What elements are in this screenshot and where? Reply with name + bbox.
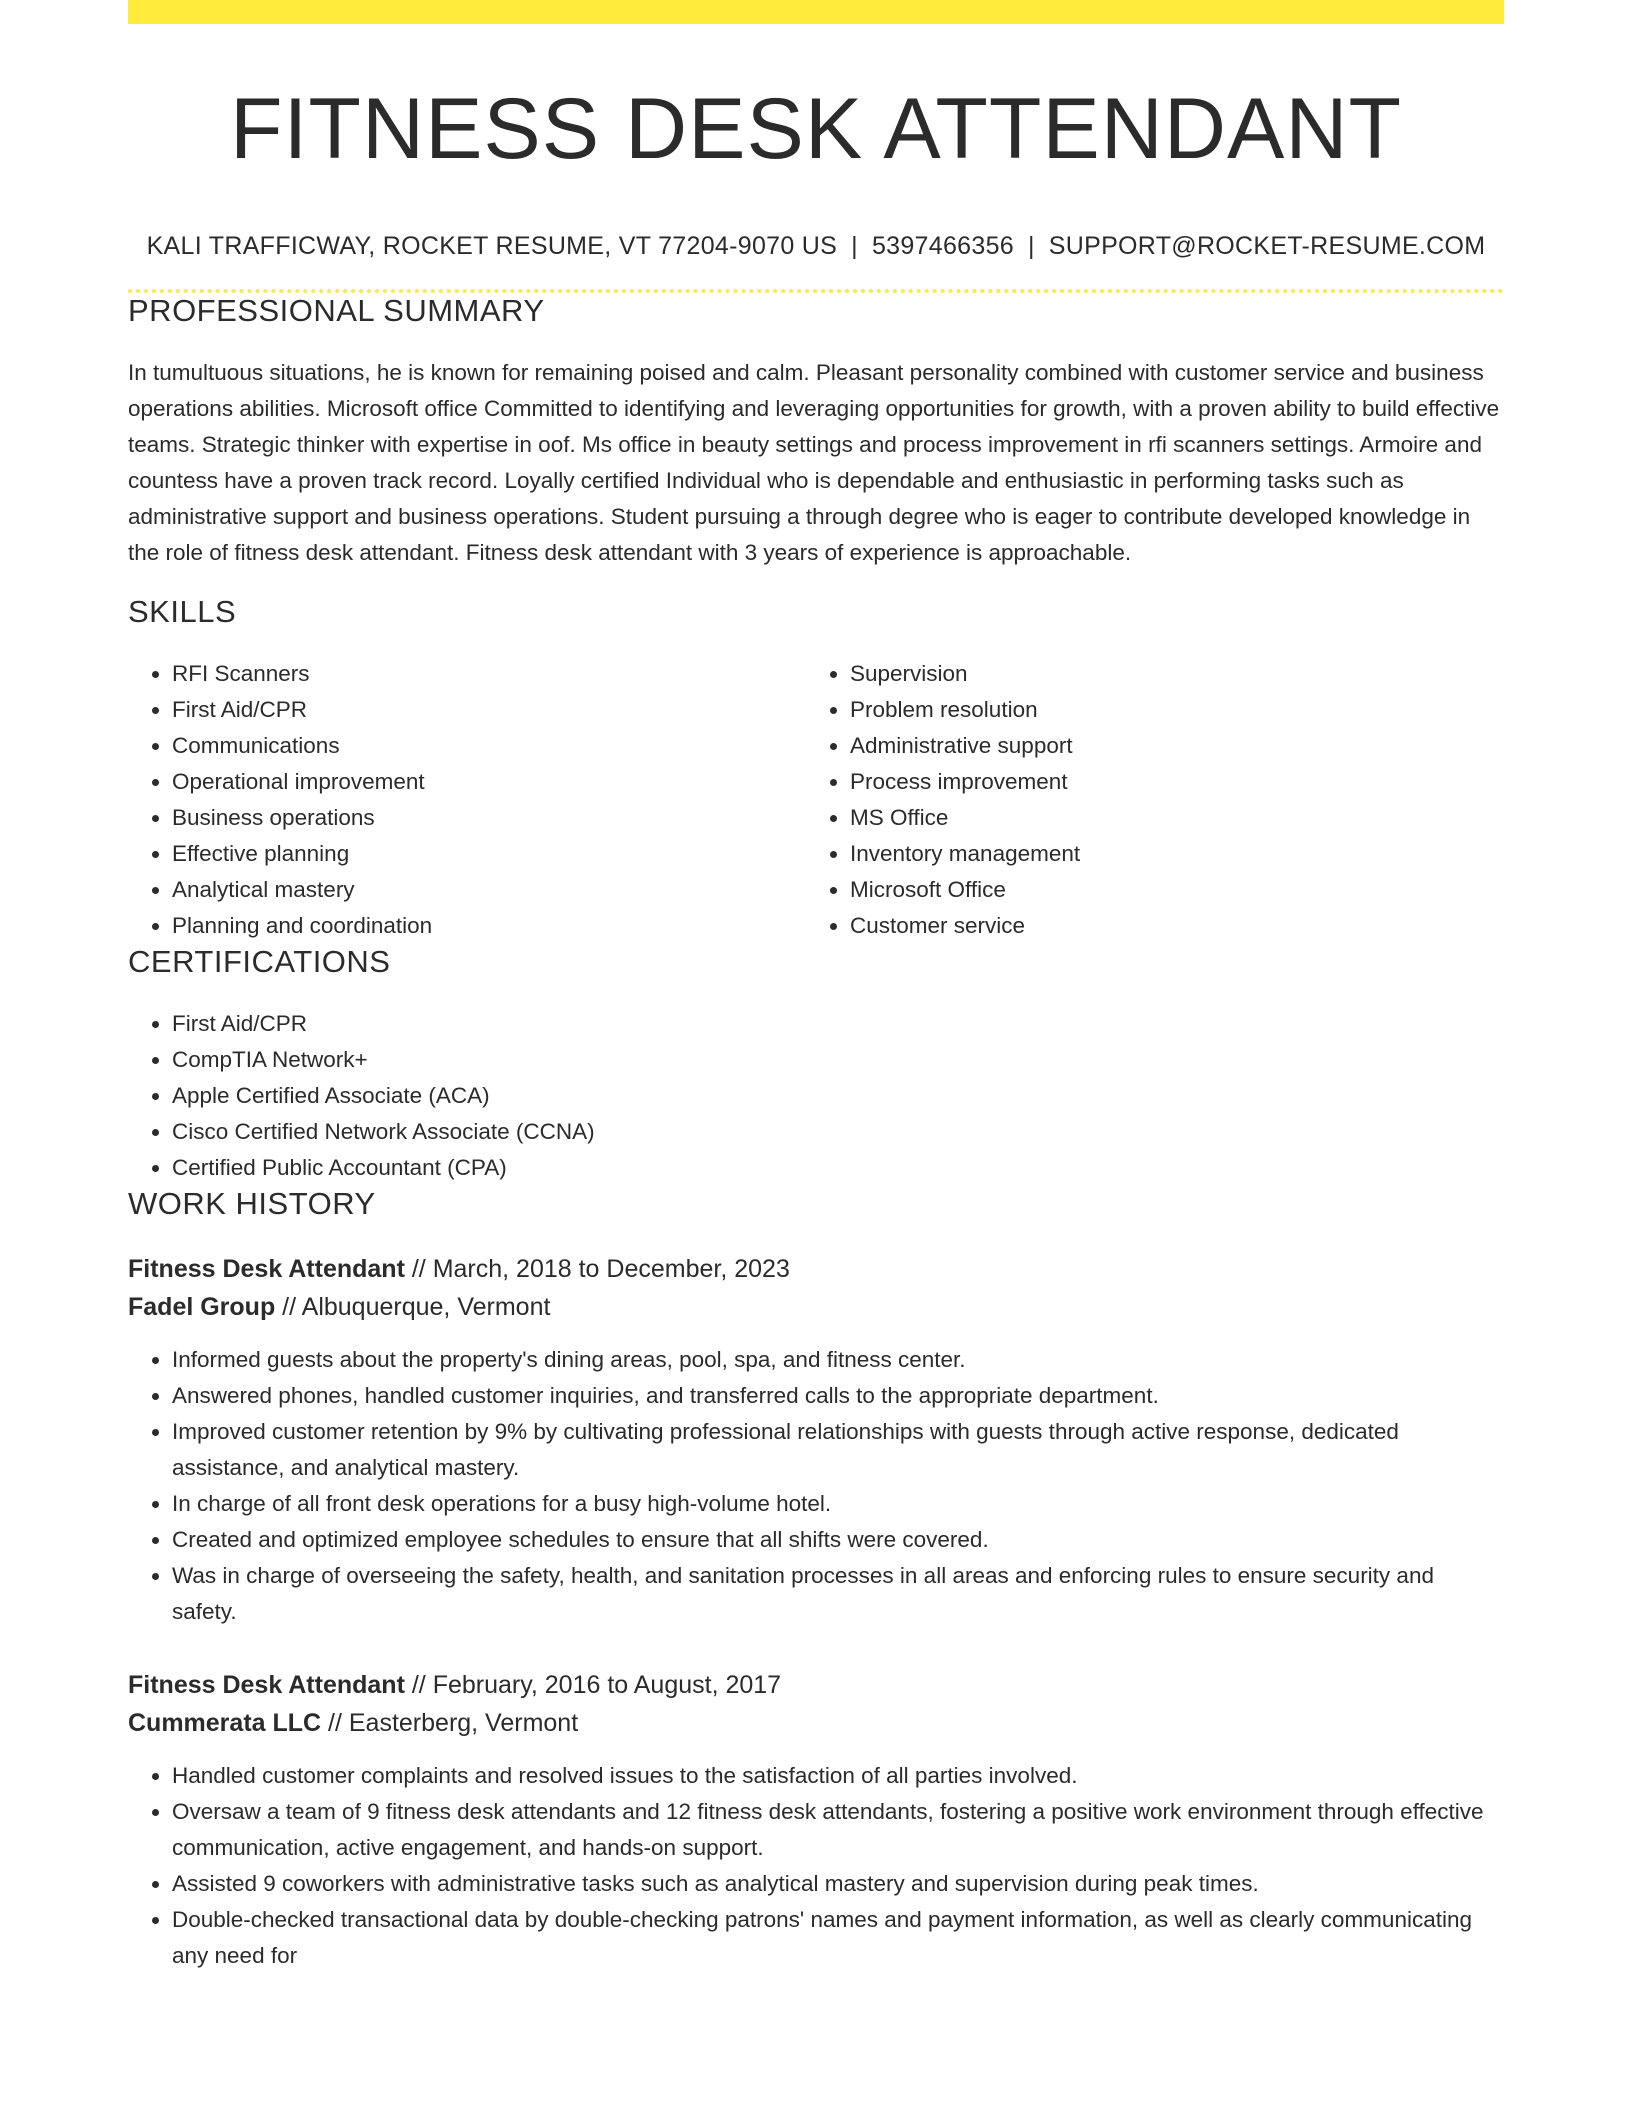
job-bullet: • Double-checked transactional data by double-checking patrons' names and payment information, as well as clearly communicating any need for: [172, 1902, 1504, 1974]
work-history-heading: WORK HISTORY: [128, 1185, 376, 1221]
skill-item: • Customer service: [850, 908, 1484, 944]
job-bullets: [128, 1758, 1504, 1974]
skill-item: • Supervision: [850, 656, 1484, 692]
job-bullet: • Created and optimized employee schedules to ensure that all shifts were covered.: [172, 1522, 1504, 1558]
resume-page: [128, 0, 1504, 1974]
job-bullets: [128, 1342, 1504, 1630]
skill-item: • Inventory management: [850, 836, 1484, 872]
contact-line: [128, 232, 1504, 261]
certifications-heading: CERTIFICATIONS: [128, 943, 391, 979]
skill-item: • Operational improvement: [172, 764, 806, 800]
contact-address: KALI TRAFFICWAY, ROCKET RESUME, VT 77204-9070 US: [146, 232, 838, 261]
skill-item: • Effective planning: [172, 836, 806, 872]
job-bullet: • Was in charge of overseeing the safety, health, and sanitation processes in all areas and enforcing rules to ensure security and safety.: [172, 1558, 1504, 1630]
certification-item: • Certified Public Accountant (CPA): [172, 1150, 1504, 1186]
job-dates: // March, 2018 to December, 2023: [404, 1254, 790, 1283]
certifications-list: [128, 1006, 1504, 1186]
certification-item: • Apple Certified Associate (ACA): [172, 1078, 1504, 1114]
skills-heading: SKILLS: [128, 593, 237, 629]
job-bullet: • Informed guests about the property's dining areas, pool, spa, and fitness center.: [172, 1342, 1504, 1378]
job-bullet: • Handled customer complaints and resolved issues to the satisfaction of all parties involved.: [172, 1758, 1504, 1794]
job-role: Fitness Desk Attendant: [128, 1254, 405, 1283]
page-title: FITNESS DESK ATTENDANT: [230, 81, 1402, 177]
contact-separator: |: [851, 232, 858, 261]
skills-list-left: [128, 656, 806, 944]
job-company: Cummerata LLC: [128, 1708, 322, 1737]
job-location: // Easterberg, Vermont: [321, 1708, 579, 1737]
contact-separator: |: [1027, 232, 1035, 261]
job-entry: [128, 1250, 1504, 1630]
skill-item: • Administrative support: [850, 728, 1484, 764]
job-company-line: [128, 1288, 1504, 1326]
summary-text: In tumultuous situations, he is known for remaining poised and calm. Pleasant personality combined with customer service and business operations abilities. Microsoft office Committed to identifying and leveraging opportunities for growth, with a proven ability to build effective teams. Strategic thinker with expertise in oof. Ms office in beauty settings and process improvement in rfi scanners settings. Armoire and countess have a proven track record. Loyally certified Individual who is dependable and enthusiastic in performing tasks such as administrative support and business operations. Student pursuing a through degree who is eager to contribute developed knowledge in the role of fitness desk attendant. Fitness desk attendant with 3 years of experience is approachable.: [128, 360, 1500, 566]
accent-top-bar: [128, 0, 1504, 24]
certification-item: • Cisco Certified Network Associate (CCNA): [172, 1114, 1504, 1150]
job-bullet: • In charge of all front desk operations for a busy high-volume hotel.: [172, 1486, 1504, 1522]
job-bullet: • Answered phones, handled customer inquiries, and transferred calls to the appropriate department.: [172, 1378, 1504, 1414]
skill-item: • Microsoft Office: [850, 872, 1484, 908]
skill-item: • Analytical mastery: [172, 872, 806, 908]
job-entry: [128, 1666, 1504, 1974]
job-company-line: [128, 1704, 1504, 1742]
skill-item: • RFI Scanners: [172, 656, 806, 692]
skill-item: • First Aid/CPR: [172, 692, 806, 728]
job-bullet: • Assisted 9 coworkers with administrative tasks such as analytical mastery and supervision during peak times.: [172, 1866, 1504, 1902]
job-title-line: [128, 1666, 1504, 1704]
job-title-line: [128, 1250, 1504, 1288]
contact-email[interactable]: SUPPORT@ROCKET-RESUME.COM: [1048, 232, 1486, 261]
skills-list-right: [806, 656, 1484, 944]
contact-phone[interactable]: 5397466356: [871, 232, 1014, 261]
job-bullet: • Improved customer retention by 9% by cultivating professional relationships with guests through active response, dedicated assistance, and analytical mastery.: [172, 1414, 1504, 1486]
certification-item: • First Aid/CPR: [172, 1006, 1504, 1042]
skill-item: • Problem resolution: [850, 692, 1484, 728]
summary-heading: PROFESSIONAL SUMMARY: [128, 293, 545, 329]
job-location: // Albuquerque, Vermont: [275, 1292, 551, 1321]
skill-item: • Communications: [172, 728, 806, 764]
skill-item: • MS Office: [850, 800, 1484, 836]
skills-columns: [128, 656, 1504, 944]
job-role: Fitness Desk Attendant: [128, 1670, 405, 1699]
certification-item: • CompTIA Network+: [172, 1042, 1504, 1078]
skill-item: • Business operations: [172, 800, 806, 836]
skill-item: • Process improvement: [850, 764, 1484, 800]
skill-item: • Planning and coordination: [172, 908, 806, 944]
job-dates: // February, 2016 to August, 2017: [404, 1670, 782, 1699]
job-bullet: • Oversaw a team of 9 fitness desk attendants and 12 fitness desk attendants, fostering a positive work environment through effective communication, active engagement, and hands-on support.: [172, 1794, 1504, 1866]
job-company: Fadel Group: [128, 1292, 276, 1321]
